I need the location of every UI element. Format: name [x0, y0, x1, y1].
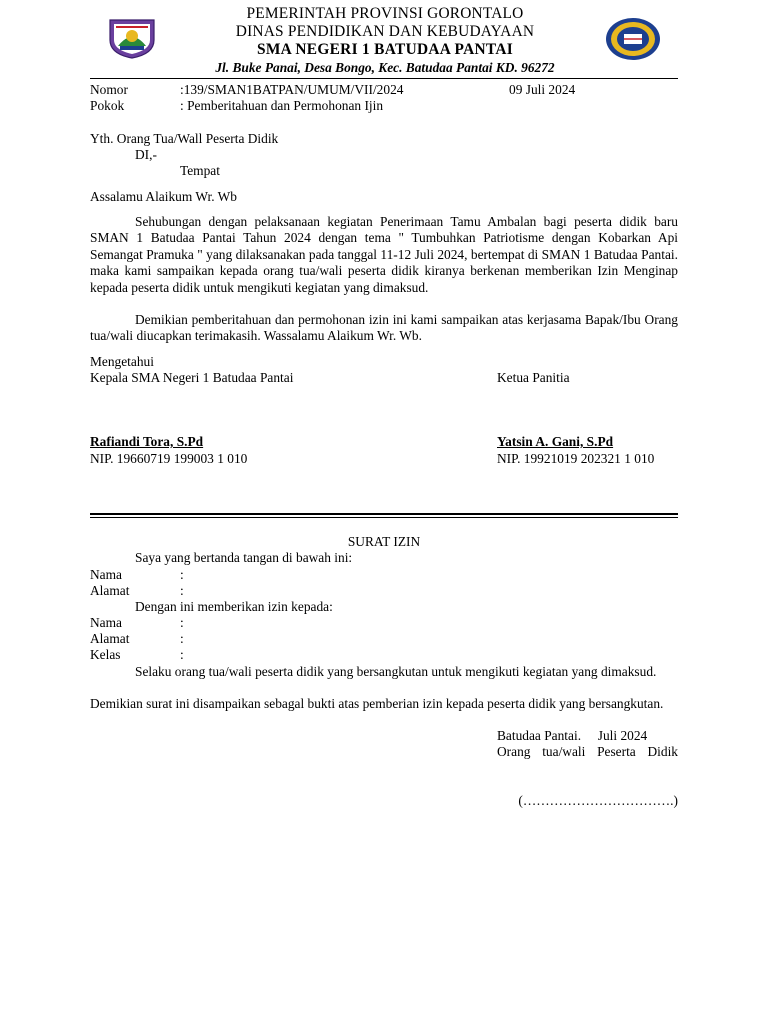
letter-date: 09 Juli 2024	[509, 82, 576, 97]
nomor-label: Nomor	[90, 82, 128, 97]
kop-address: Jl. Buke Panai, Desa Bongo, Kec. Batudaa Pantai KD. 96272	[215, 60, 555, 75]
pokok-label: Pokok	[90, 98, 125, 113]
izin-colon: :	[180, 567, 184, 582]
ketua-name: Yatsin A. Gani, S.Pd	[497, 434, 614, 449]
izin-nama-label-1: Nama	[90, 567, 122, 582]
izin-signer-title: Orang tua/wali Peserta Didik	[497, 744, 678, 759]
kepala-nip: NIP. 19660719 199003 1 010	[90, 451, 248, 466]
mengetahui-label: Mengetahui	[90, 354, 154, 369]
izin-colon: :	[180, 647, 184, 662]
izin-title: SURAT IZIN	[347, 534, 421, 549]
letter-paragraph-1: Sehubungan dengan pelaksanaan kegiatan Penerimaan Tamu Ambalan bagi peserta didik baru SMAN 1 Batudaa Pantai Tahun 2024 dengan tema " Tumbuhkan Patriotisme dengan Kobarkan Api Semangat Pramuka " yang dilaksanakan pada tanggal 11-12 Juli 2024, bertempat di SMAN 1 Batudaa Pantai. maka kami sampaikan kepada orang tua/wali peserta didik kiranya berkenan memberikan Izin Menginap kepada peserta didik untuk mengikuti kegiatan yang dimaksud.	[90, 214, 678, 295]
izin-nama-label-2: Nama	[90, 615, 122, 630]
ketua-title: Ketua Panitia	[497, 370, 570, 385]
section-divider-thick	[90, 513, 678, 515]
izin-alamat-label-1: Alamat	[90, 583, 130, 598]
kop-line-government: PEMERINTAH PROVINSI GORONTALO	[246, 5, 524, 22]
kop-divider	[90, 78, 678, 79]
kop-line-school: SMA NEGERI 1 BATUDAA PANTAI	[256, 41, 514, 58]
izin-paragraph-2: Demikian surat ini disampaikan sebagal bukti atas pemberian izin kepada peserta didik yang bersangkutan.	[90, 696, 664, 711]
section-divider-thin	[90, 517, 678, 518]
recipient-line: Yth. Orang Tua/Wall Peserta Didik	[90, 131, 279, 146]
kepala-title: Kepala SMA Negeri 1 Batudaa Pantai	[90, 370, 294, 385]
kepala-name: Rafiandi Tora, S.Pd	[90, 434, 204, 449]
izin-intro: Saya yang bertanda tangan di bawah ini:	[135, 550, 353, 565]
letter-paragraph-2: Demikian pemberitahuan dan permohonan izin ini kami sampaikan atas kerjasama Bapak/Ibu Orang tua/wali diucapkan terimakasih. Wassalamu Alaikum Wr. Wb.	[90, 312, 678, 344]
izin-colon: :	[180, 631, 184, 646]
greeting: Assalamu Alaikum Wr. Wb	[90, 189, 237, 204]
pokok-value: : Pemberitahuan dan Permohonan Ijin	[180, 98, 384, 113]
recipient-place: Tempat	[180, 163, 220, 178]
izin-colon: :	[180, 583, 184, 598]
kop-line-department: DINAS PENDIDIKAN DAN KEBUDAYAAN	[235, 23, 535, 40]
ketua-nip: NIP. 19921019 202321 1 010	[497, 451, 655, 466]
recipient-di: DI,-	[135, 147, 157, 162]
izin-signature-blank: (…………………………….)	[518, 793, 678, 808]
nomor-value: :139/SMAN1BATPAN/UMUM/VII/2024	[180, 82, 404, 97]
izin-place-date: Batudaa Pantai. Juli 2024	[497, 728, 648, 743]
izin-grant: Dengan ini memberikan izin kepada:	[135, 599, 333, 614]
izin-kelas-label: Kelas	[90, 647, 121, 662]
izin-alamat-label-2: Alamat	[90, 631, 130, 646]
izin-colon: :	[180, 615, 184, 630]
izin-paragraph-1: Selaku orang tua/wali peserta didik yang bersangkutan untuk mengikuti kegiatan yang dimaksud.	[135, 664, 657, 679]
